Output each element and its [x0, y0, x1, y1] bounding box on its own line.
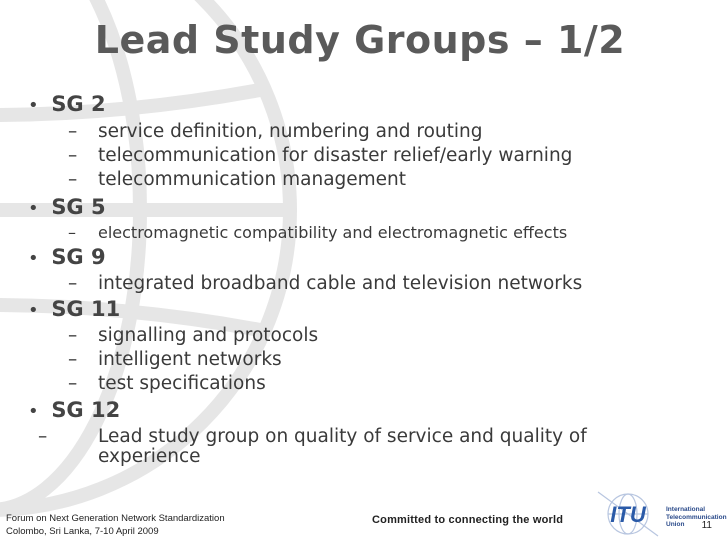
sub-item [68, 349, 282, 370]
sub-item-text: telecommunication management [98, 169, 407, 190]
sub-item [68, 373, 266, 394]
bullet-sg2 [28, 92, 106, 116]
dash: – [68, 121, 78, 142]
bullet-label: SG 12 [51, 398, 121, 422]
org-line: Union [666, 521, 685, 528]
dash: – [68, 145, 78, 166]
sub-item-text: signalling and protocols [98, 325, 319, 346]
logo-letters: ITU [610, 502, 646, 527]
org-line: Telecommunication [666, 513, 727, 521]
bullet-label: SG 9 [51, 245, 106, 269]
event-info [6, 512, 225, 538]
event-title: Forum on Next Generation Network Standardization [6, 513, 225, 524]
bullet-sg11 [28, 297, 120, 321]
sub-item-text: service definition, numbering and routing [98, 121, 483, 142]
bullet-dot: • [28, 248, 39, 269]
sub-item [38, 426, 658, 467]
bullet-sg5 [28, 195, 106, 219]
dash: – [68, 169, 78, 190]
sub-item-text: Lead study group on quality of service and quality of experience [98, 426, 587, 467]
slide-title: Lead Study Groups – 1/2 [94, 18, 626, 62]
page-number: 11 [701, 520, 712, 531]
sub-item-text: test specifications [98, 373, 266, 394]
bullet-sg9 [28, 245, 106, 269]
sub-item-text: intelligent networks [98, 349, 282, 370]
itu-logo-icon [590, 486, 666, 538]
event-location-date: Colombo, Sri Lanka, 7-10 April 2009 [6, 526, 159, 537]
dash: – [38, 426, 48, 447]
sub-item-text: electromagnetic compatibility and electromagnetic effects [98, 223, 568, 242]
sub-item [68, 223, 567, 242]
sub-item [68, 325, 318, 346]
dash: – [68, 325, 78, 346]
bullet-sg12 [28, 398, 120, 422]
bullet-label: SG 11 [51, 297, 121, 321]
dash: – [68, 223, 76, 242]
dash: – [68, 373, 78, 394]
dash: – [68, 349, 78, 370]
sub-item [68, 169, 406, 190]
bullet-dot: • [28, 401, 39, 422]
tagline: Committed to connecting the world [372, 514, 564, 526]
sub-item-text: telecommunication for disaster relief/early warning [98, 145, 573, 166]
bullet-label: SG 2 [51, 92, 106, 116]
bullet-dot: • [28, 198, 39, 219]
sub-item-text: integrated broadband cable and television networks [98, 273, 583, 294]
sub-item [68, 145, 572, 166]
bullet-dot: • [28, 300, 39, 321]
sub-item [68, 121, 482, 142]
org-line: International [666, 506, 706, 513]
sub-item [68, 273, 582, 294]
bullet-dot: • [28, 95, 39, 116]
bullet-label: SG 5 [51, 195, 106, 219]
org-name [666, 506, 727, 529]
dash: – [68, 273, 78, 294]
